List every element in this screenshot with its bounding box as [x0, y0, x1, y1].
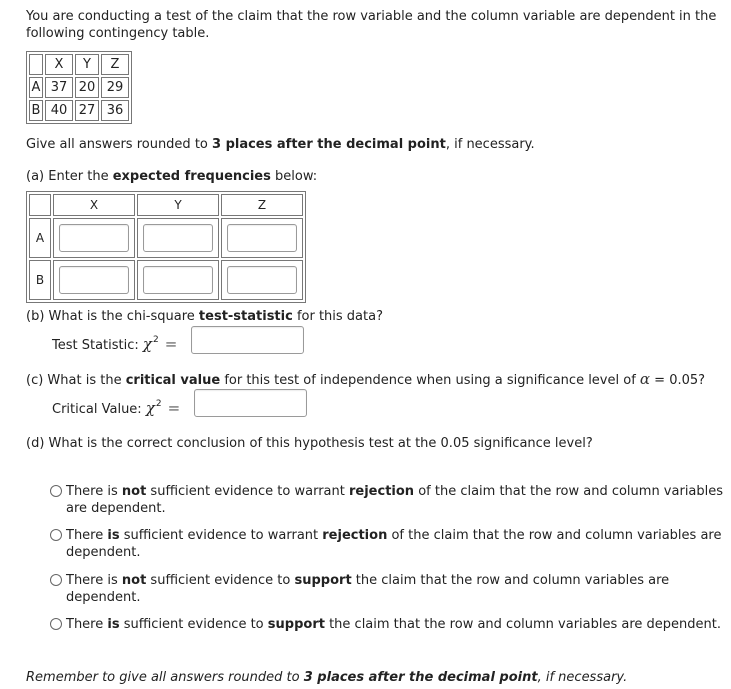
header-cell: X	[45, 54, 73, 75]
test-statistic-input[interactable]	[191, 326, 304, 354]
table-cell: 36	[101, 100, 129, 121]
table-corner-cell	[29, 194, 51, 216]
radio-button[interactable]	[50, 574, 62, 586]
expected-b-y-input[interactable]	[143, 266, 213, 294]
row-label: A	[29, 77, 43, 98]
table-header-row	[29, 194, 303, 216]
radio-button[interactable]	[50, 529, 62, 541]
row-label: A	[29, 218, 51, 258]
header-cell: Z	[101, 54, 129, 75]
table-cell: 20	[75, 77, 99, 98]
expected-a-x-input[interactable]	[59, 224, 129, 252]
chi-symbol: χ	[142, 335, 153, 353]
table-row	[29, 218, 303, 258]
table-cell: 37	[45, 77, 73, 98]
conclusion-option-4[interactable]: There is sufficient evidence to support the claim that the row and column variables are dependent.	[50, 616, 726, 633]
contingency-table	[26, 51, 132, 124]
test-statistic-label: Test Statistic: $\chi^2$ =	[52, 335, 178, 353]
table-cell: 29	[101, 77, 129, 98]
row-label: B	[29, 100, 43, 121]
radio-button[interactable]	[50, 618, 62, 630]
rounding-note: Give all answers rounded to 3 places after the decimal point, if necessary.	[26, 137, 535, 152]
table-row	[29, 77, 129, 98]
expected-a-y-input[interactable]	[143, 224, 213, 252]
expected-a-z-input[interactable]	[227, 224, 297, 252]
alpha-symbol: α	[639, 370, 651, 388]
critical-value-input[interactable]	[194, 389, 307, 417]
header-cell: Y	[137, 194, 219, 216]
conclusion-option-2[interactable]: There is sufficient evidence to warrant rejection of the claim that the row and column variables are dependent.	[50, 527, 726, 561]
intro-text: You are conducting a test of the claim that the row variable and the column variable are dependent in the following contingency table.	[26, 9, 717, 41]
table-row	[29, 260, 303, 300]
table-header-row	[29, 54, 129, 75]
table-corner-cell	[29, 54, 43, 75]
table-row	[29, 100, 129, 121]
conclusion-option-3[interactable]: There is not sufficient evidence to support the claim that the row and column variables are dependent.	[50, 572, 726, 606]
reminder-note: Remember to give all answers rounded to 3 places after the decimal point, if necessary.	[26, 670, 628, 685]
header-cell: Y	[75, 54, 99, 75]
part-b-question: (b) What is the chi-square test-statistic for this data?	[26, 309, 383, 324]
part-d-question: (d) What is the correct conclusion of this hypothesis test at the 0.05 significance level?	[26, 436, 593, 451]
header-cell: X	[53, 194, 135, 216]
row-label: B	[29, 260, 51, 300]
table-cell: 27	[75, 100, 99, 121]
chi-symbol: χ	[145, 399, 155, 417]
expected-frequencies-table	[26, 191, 306, 303]
expected-b-z-input[interactable]	[227, 266, 297, 294]
conclusion-option-1[interactable]: There is not sufficient evidence to warrant rejection of the claim that the row and column variables are dependent.	[50, 483, 726, 517]
radio-button[interactable]	[50, 485, 62, 497]
table-cell: 40	[45, 100, 73, 121]
expected-b-x-input[interactable]	[59, 266, 129, 294]
part-a-question: (a) Enter the expected frequencies below:	[26, 169, 318, 184]
part-c-question: (c) What is the critical value for this test of independence when using a significance level of α = 0.05?	[26, 370, 706, 388]
critical-value-label: Critical Value: $\chi^2$ =	[52, 399, 181, 417]
header-cell: Z	[221, 194, 303, 216]
